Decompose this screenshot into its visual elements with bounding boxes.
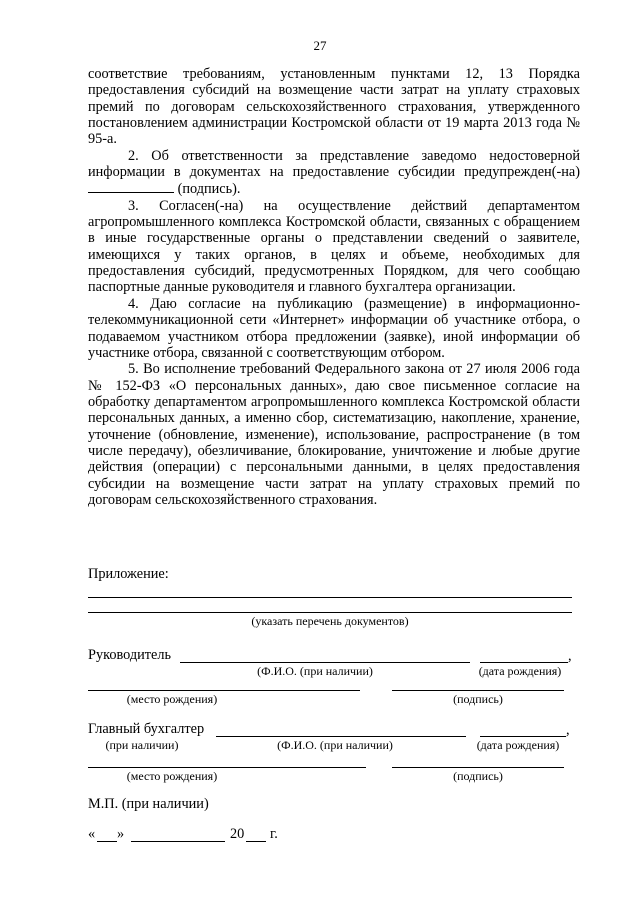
director-dob-caption: (дата рождения): [478, 664, 562, 678]
accountant-dob-caption: (дата рождения): [476, 738, 560, 752]
date-close-quote: »: [117, 826, 125, 842]
director-fio-caption: (Ф.И.О. (при наличии): [257, 664, 373, 678]
document-body: [88, 66, 580, 508]
accountant-fio-line: [216, 736, 466, 737]
date-open-quote: «: [88, 826, 96, 842]
date-year-prefix: 20: [230, 826, 245, 842]
date-day-line: [97, 841, 117, 842]
director-pob-caption: (место рождения): [126, 692, 218, 706]
accountant-label: Главный бухгалтер: [88, 721, 205, 737]
accountant-sign-caption: (подпись): [453, 769, 503, 783]
accountant-pob-caption: (место рождения): [126, 769, 218, 783]
date-year-suffix: г.: [270, 826, 278, 842]
accountant-pob-line: [88, 767, 366, 768]
paragraph-2: [88, 148, 580, 198]
director-fio-line: [180, 662, 470, 663]
attachment-line-2: [88, 612, 572, 613]
accountant-fio-caption: (Ф.И.О. (при наличии): [277, 738, 393, 752]
director-pob-line: [88, 690, 360, 691]
director-label: Руководитель: [88, 647, 172, 663]
attachment-caption: (указать перечень документов): [251, 614, 409, 628]
accountant-comma: ,: [566, 722, 570, 738]
paragraph-2-text: 2. Об ответственности за представление заведомо недостоверной информации в документах на предоставление субсидии предупрежден(-на): [88, 147, 580, 181]
paragraph-4: 4. Даю согласие на публикацию (размещение) в информационно-телекоммуникационной сети «Интернет» информации об участнике отбора, о подаваемом участником отбора предложении (заявке), иной информации об участнике отбора, связанной с соответствующим отбором.: [88, 295, 580, 361]
attachment-line-1: [88, 597, 572, 598]
date-month-line: [131, 841, 225, 842]
director-comma: ,: [568, 648, 572, 664]
accountant-dob-line: [480, 736, 566, 737]
director-sign-line: [392, 690, 564, 691]
director-sign-caption: (подпись): [453, 692, 503, 706]
paragraph-continuation: соответствие требованиям, установленным пунктами 12, 13 Порядка предоставления субсидий на возмещение части затрат на уплату страховых премий по договорам сельскохозяйственного страхования, утвержденного постановлением администрации Костромской области от 19 марта 2013 года № 95-а.: [88, 66, 580, 148]
stamp-label: М.П. (при наличии): [88, 796, 209, 812]
date-year-line: [246, 841, 266, 842]
signature-blank: [88, 180, 174, 193]
accountant-sign-line: [392, 767, 564, 768]
attachment-label: Приложение:: [88, 566, 169, 582]
paragraph-3: 3. Согласен(-на) на осуществление действий департаментом агропромышленного комплекса Костромской области, связанных с обращением в иные государственные органы о представлении сведений о заявителе, имеющихся у таких органов, в целях и объеме, необходимых для предоставления субсидий, предусмотренных Порядком, для чего сообщаю паспортные данные руководителя и главного бухгалтера организации.: [88, 197, 580, 296]
accountant-when-caption: (при наличии): [105, 738, 179, 752]
paragraph-5: 5. Во исполнение требований Федерального закона от 27 июля 2006 года № 152-ФЗ «О персональных данных», даю свое письменное согласие на обработку департаментом агропромышленного комплекса Костромской области персональных данных, а именно сбор, систематизацию, накопление, хранение, уточнение (обновление, изменение), использование, распространение (в том числе передачу), обезличивание, блокирование, уничтожение и любые другие действия (операции) с персональными данными, в целях предоставления субсидии на возмещение части затрат на уплату страховых премий по договорам сельскохозяйственного страхования.: [88, 361, 580, 508]
director-dob-line: [480, 662, 568, 663]
page-number: 27: [313, 38, 327, 53]
paragraph-2-sign: (подпись).: [177, 181, 241, 198]
